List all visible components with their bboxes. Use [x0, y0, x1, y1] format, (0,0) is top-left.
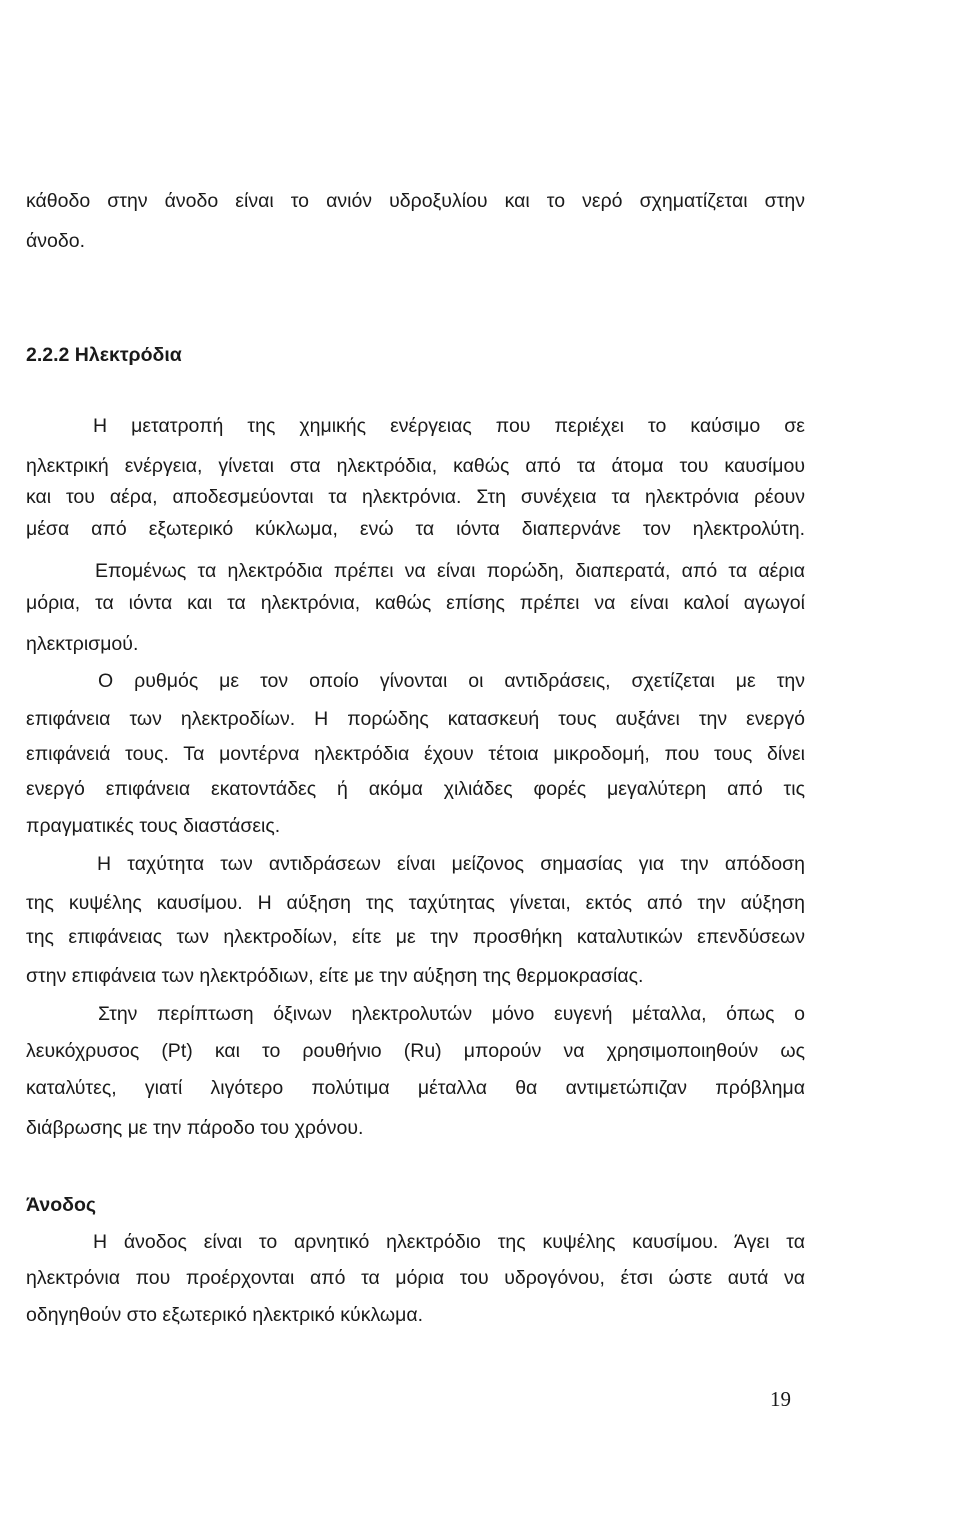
text-line: επιφάνεια των ηλεκτροδίων. Η πορώδης κατασκευή τους αυξάνει την ενεργό: [26, 708, 805, 730]
text-line: Η άνοδος είναι το αρνητικό ηλεκτρόδιο της κυψέλης καυσίμου. Άγει τα: [93, 1231, 805, 1253]
text-line: πραγματικές τους διαστάσεις.: [26, 815, 281, 837]
text-line: ηλεκτρισμού.: [26, 633, 139, 655]
text-line: Στην περίπτωση όξινων ηλεκτρολυτών μόνο ευγενή μέταλλα, όπως ο: [98, 1003, 805, 1025]
subsection-heading: Άνοδος: [26, 1194, 96, 1216]
text-line: Ο ρυθμός με τον οποίο γίνονται οι αντιδράσεις, σχετίζεται με την: [98, 670, 805, 692]
text-line: ενεργό επιφάνεια εκατοντάδες ή ακόμα χιλιάδες φορές μεγαλύτερη από τις: [26, 778, 805, 800]
section-heading: 2.2.2 Ηλεκτρόδια: [26, 344, 182, 366]
page-number: 19: [770, 1387, 791, 1411]
text-line: της κυψέλης καυσίμου. Η αύξηση της ταχύτητας γίνεται, εκτός από την αύξηση: [26, 892, 805, 914]
text-line: Η μετατροπή της χημικής ενέργειας που περιέχει το καύσιμο σε: [93, 415, 805, 437]
text-line: καταλύτες, γιατί λιγότερο πολύτιμα μέταλλα θα αντιμετώπιζαν πρόβλημα: [26, 1077, 805, 1099]
text-line: της επιφάνειας των ηλεκτροδίων, είτε με την προσθήκη καταλυτικών επενδύσεων: [26, 926, 805, 948]
text-line: επιφάνειά τους. Τα μοντέρνα ηλεκτρόδια έχουν τέτοια μικροδομή, που τους δίνει: [26, 743, 805, 765]
text-line: Η ταχύτητα των αντιδράσεων είναι μείζονος σημασίας για την απόδοση: [97, 853, 805, 875]
text-line: λευκόχρυσος (Pt) και το ρουθήνιο (Ru) μπορούν να χρησιμοποιηθούν ως: [26, 1040, 805, 1062]
text-line: κάθοδο στην άνοδο είναι το ανιόν υδροξυλίου και το νερό σχηματίζεται στην: [26, 190, 805, 212]
text-line: Επομένως τα ηλεκτρόδια πρέπει να είναι πορώδη, διαπερατά, από τα αέρια: [95, 560, 805, 582]
text-line: διάβρωσης με την πάροδο του χρόνου.: [26, 1117, 364, 1139]
text-line: οδηγηθούν στο εξωτερικό ηλεκτρικό κύκλωμα.: [26, 1304, 424, 1326]
text-line: ηλεκτρόνια που προέρχονται από τα μόρια του υδρογόνου, έτσι ώστε αυτά να: [26, 1267, 805, 1289]
text-line: στην επιφάνεια των ηλεκτρόδιων, είτε με την αύξηση της θερμοκρασίας.: [26, 965, 644, 987]
text-line: μέσα από εξωτερικό κύκλωμα, ενώ τα ιόντα διαπερνάνε τον ηλεκτρολύτη.: [26, 518, 805, 540]
text-line: άνοδο.: [26, 230, 85, 252]
text-line: και του αέρα, αποδεσμεύονται τα ηλεκτρόνια. Στη συνέχεια τα ηλεκτρόνια ρέουν: [26, 486, 805, 508]
text-line: μόρια, τα ιόντα και τα ηλεκτρόνια, καθώς επίσης πρέπει να είναι καλοί αγωγοί: [26, 592, 805, 614]
text-line: ηλεκτρική ενέργεια, γίνεται στα ηλεκτρόδια, καθώς από τα άτομα του καυσίμου: [26, 455, 805, 477]
